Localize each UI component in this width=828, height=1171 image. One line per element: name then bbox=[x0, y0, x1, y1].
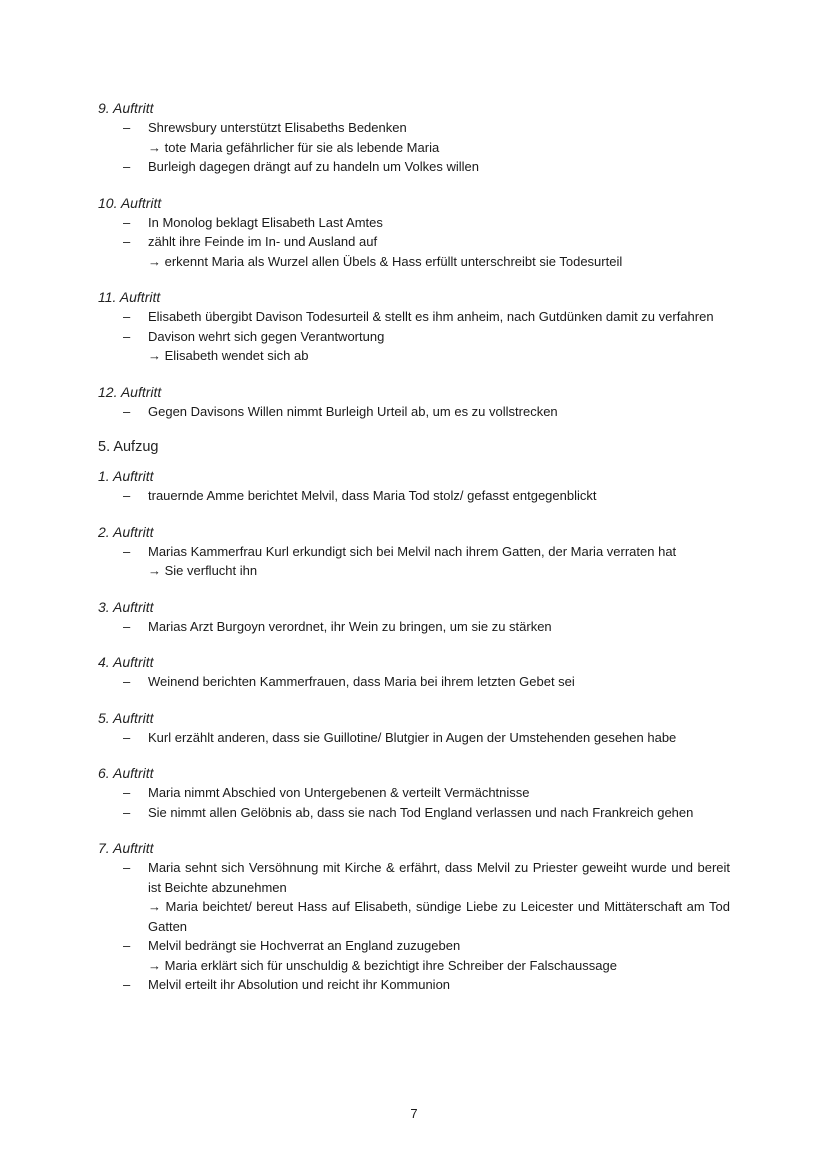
list-item bbox=[98, 728, 730, 748]
aufzug-heading: 5. Aufzug bbox=[98, 439, 159, 455]
dash-bullet: – bbox=[123, 543, 131, 559]
dash-bullet: – bbox=[123, 159, 131, 174]
list-item-text: Kurl erzählt anderen, dass sie Guillotine/ Blutgier in Augen der Umstehenden gesehen habe bbox=[148, 729, 677, 745]
dash-bullet: – bbox=[123, 120, 131, 135]
list-item-text: Maria sehnt sich Versöhnung mit Kirche & erfährt, dass Melvil zu Priester geweiht wurde und bereit ist Beichte abzunehmen bbox=[148, 860, 730, 895]
dash-bullet: – bbox=[123, 234, 131, 249]
dash-bullet: – bbox=[123, 328, 131, 344]
list-item-text: Shrewsbury unterstützt Elisabeths Bedenken bbox=[148, 120, 407, 135]
list-item-text: Melvil erteilt ihr Absolution und reicht ihr Kommunion bbox=[148, 977, 451, 992]
dash-bullet: – bbox=[123, 488, 131, 503]
consequence-line: → erkennt Maria als Wurzel allen Übels & Hass erfüllt unterschreibt sie Todesurteil bbox=[148, 253, 623, 269]
dash-bullet: – bbox=[123, 938, 131, 953]
dash-bullet: – bbox=[123, 214, 131, 230]
list-item bbox=[98, 617, 730, 637]
list-item bbox=[98, 307, 730, 327]
list-item-text: Gegen Davisons Willen nimmt Burleigh Urteil ab, um es zu vollstrecken bbox=[148, 403, 558, 419]
list-item-text: Elisabeth übergibt Davison Todesurteil & stellt es ihm anheim, nach Gutdünken damit zu verfahren bbox=[148, 309, 714, 324]
consequence-line: → Maria erklärt sich für unschuldig & bezichtigt ihre Schreiber der Falschaussage bbox=[148, 957, 617, 973]
list-item bbox=[98, 936, 730, 975]
auftritt-heading: 3. Auftritt bbox=[98, 598, 154, 615]
aufzug-4-sections bbox=[98, 98, 730, 421]
list-item-text: Sie nimmt allen Gelöbnis ab, dass sie nach Tod England verlassen und nach Frankreich gehen bbox=[148, 804, 694, 820]
list-item bbox=[98, 672, 730, 692]
auftritt-heading: 5. Auftritt bbox=[98, 709, 154, 726]
page-number: 7 bbox=[410, 1106, 418, 1121]
auftritt-section bbox=[98, 466, 730, 506]
consequence-line: → tote Maria gefährlicher für sie als lebende Maria bbox=[148, 139, 440, 155]
auftritt-section bbox=[98, 597, 730, 637]
list-item bbox=[98, 157, 730, 177]
list-item bbox=[98, 803, 730, 823]
auftritt-heading: 9. Auftritt bbox=[98, 100, 154, 116]
dash-bullet: – bbox=[123, 403, 131, 419]
list-item-text: Burleigh dagegen drängt auf zu handeln um Volkes willen bbox=[148, 159, 480, 174]
auftritt-section bbox=[98, 838, 730, 995]
list-item-text: zählt ihre Feinde im In- und Ausland auf bbox=[148, 234, 378, 249]
dash-bullet: – bbox=[123, 309, 131, 324]
list-item-text: In Monolog beklagt Elisabeth Last Amtes bbox=[148, 214, 383, 230]
auftritt-heading: 10. Auftritt bbox=[98, 194, 162, 211]
auftritt-section bbox=[98, 708, 730, 748]
auftritt-section bbox=[98, 382, 730, 422]
consequence-line: → Elisabeth wendet sich ab bbox=[148, 348, 309, 363]
list-item-text: trauernde Amme berichtet Melvil, dass Maria Tod stolz/ gefasst entgegenblickt bbox=[148, 488, 597, 503]
consequence-line: → Sie verflucht ihn bbox=[148, 563, 258, 578]
list-item bbox=[98, 402, 730, 422]
list-item bbox=[98, 783, 730, 803]
dash-bullet: – bbox=[123, 618, 131, 634]
list-item-text: Marias Arzt Burgoyn verordnet, ihr Wein zu bringen, um sie zu stärken bbox=[148, 618, 552, 634]
list-item bbox=[98, 975, 730, 995]
auftritt-section bbox=[98, 287, 730, 366]
dash-bullet: – bbox=[123, 674, 131, 689]
consequence-line: → Maria beichtet/ bereut Hass auf Elisabeth, sündige Liebe zu Leicester und Mittäterschaft am Tod Gatten bbox=[148, 899, 730, 934]
list-item bbox=[98, 542, 730, 581]
auftritt-section bbox=[98, 98, 730, 177]
dash-bullet: – bbox=[123, 785, 131, 800]
auftritt-heading: 12. Auftritt bbox=[98, 383, 162, 400]
dash-bullet: – bbox=[123, 860, 131, 875]
list-item bbox=[98, 118, 730, 157]
document-page bbox=[98, 98, 730, 1011]
auftritt-heading: 1. Auftritt bbox=[98, 468, 154, 484]
auftritt-section bbox=[98, 652, 730, 692]
list-item bbox=[98, 232, 730, 271]
list-item bbox=[98, 213, 730, 233]
list-item-text: Melvil bedrängt sie Hochverrat an England zuzugeben bbox=[148, 938, 461, 953]
auftritt-heading: 7. Auftritt bbox=[98, 840, 154, 856]
dash-bullet: – bbox=[123, 729, 131, 745]
auftritt-heading: 2. Auftritt bbox=[98, 523, 154, 540]
auftritt-section bbox=[98, 763, 730, 822]
auftritt-section bbox=[98, 522, 730, 581]
auftritt-heading: 6. Auftritt bbox=[98, 765, 154, 781]
list-item bbox=[98, 858, 730, 936]
list-item-text: Marias Kammerfrau Kurl erkundigt sich bei Melvil nach ihrem Gatten, der Maria verraten hat bbox=[148, 543, 677, 559]
auftritt-heading: 4. Auftritt bbox=[98, 654, 154, 670]
list-item bbox=[98, 486, 730, 506]
auftritt-section bbox=[98, 193, 730, 272]
dash-bullet: – bbox=[123, 804, 131, 820]
list-item bbox=[98, 327, 730, 366]
dash-bullet: – bbox=[123, 977, 131, 992]
list-item-text: Davison wehrt sich gegen Verantwortung bbox=[148, 328, 385, 344]
auftritt-heading: 11. Auftritt bbox=[98, 289, 161, 305]
list-item-text: Maria nimmt Abschied von Untergebenen & verteilt Vermächtnisse bbox=[148, 785, 530, 800]
list-item-text: Weinend berichten Kammerfrauen, dass Maria bei ihrem letzten Gebet sei bbox=[148, 674, 575, 689]
aufzug-5-sections bbox=[98, 466, 730, 995]
